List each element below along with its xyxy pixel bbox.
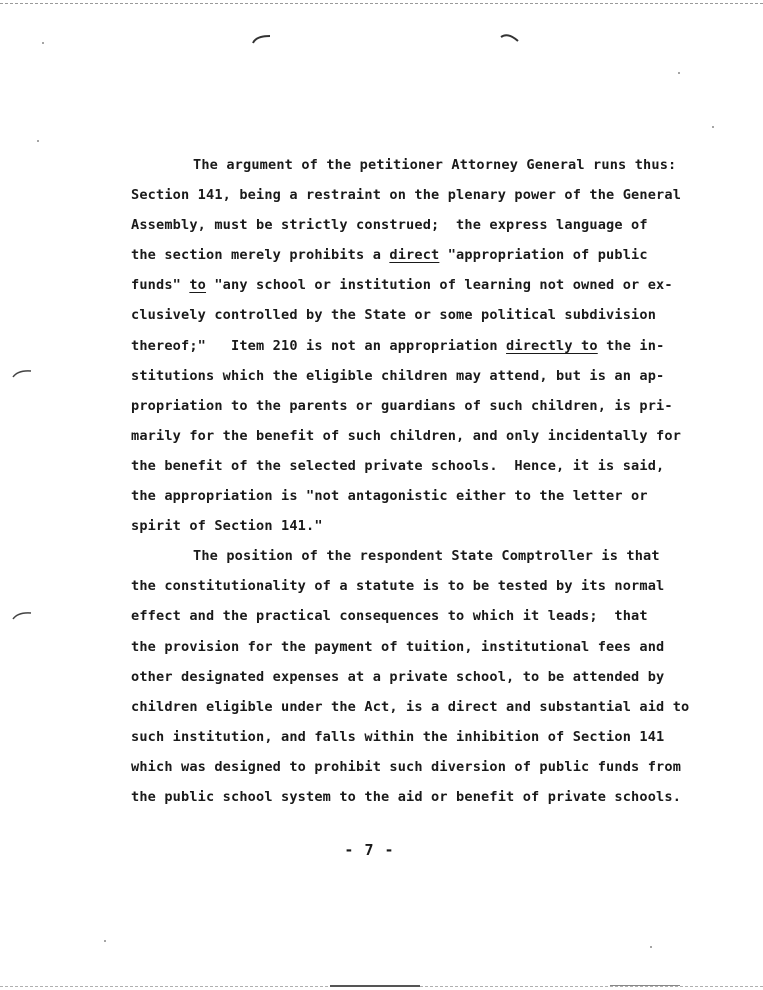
scan-speck-icon [678, 72, 680, 74]
underlined-text: direct [389, 247, 440, 264]
text-line: marily for the benefit of such children, and only incidentally for [131, 427, 682, 444]
scan-speck-icon [712, 126, 714, 128]
text-line: stitutions which the eligible children may attend, but is an ap- [131, 367, 665, 384]
top-perforation [0, 3, 763, 4]
text-line: propriation to the parents or guardians of such children, is pri- [131, 397, 673, 414]
text-line: thereof;" Item 210 is not an appropriation directly to the in- [131, 337, 665, 354]
text-line: Assembly, must be strictly construed; the express language of [131, 217, 648, 234]
text-line: such institution, and falls within the inhibition of Section 141 [131, 728, 665, 745]
punch-hole-mark-icon [12, 368, 32, 378]
text-line: children eligible under the Act, is a direct and substantial aid to [131, 698, 690, 715]
text-line: the constitutionality of a statute is to be tested by its normal [131, 578, 665, 595]
underlined-text: to [189, 277, 207, 294]
scan-mark-icon [252, 34, 272, 44]
paragraph [131, 541, 751, 812]
text-line: which was designed to prohibit such diversion of public funds from [131, 758, 682, 775]
underlined-text: directly to [506, 337, 598, 354]
text-line: the provision for the payment of tuition, institutional fees and [131, 638, 665, 655]
text-line: effect and the practical consequences to which it leads; that [131, 608, 648, 625]
text-line: funds" to "any school or institution of learning not owned or ex- [131, 277, 673, 294]
bottom-edge-mark [330, 985, 420, 987]
page-number: - 7 - [344, 841, 395, 859]
paragraph [131, 150, 751, 541]
bottom-edge-mark [610, 985, 680, 986]
text-line: the section merely prohibits a direct "appropriation of public [131, 247, 648, 264]
scan-speck-icon [104, 940, 106, 942]
text-line: spirit of Section 141." [131, 518, 323, 535]
text-line: the benefit of the selected private schools. Hence, it is said, [131, 457, 665, 474]
text-line: clusively controlled by the State or some political subdivision [131, 307, 657, 324]
scan-mark-icon [500, 32, 520, 42]
scan-speck-icon [42, 42, 44, 44]
scan-speck-icon [650, 946, 652, 948]
body-text [131, 150, 751, 812]
text-line: The argument of the petitioner Attorney General runs thus: [193, 157, 677, 173]
text-line: The position of the respondent State Comptroller is that [193, 548, 660, 565]
scan-speck-icon [37, 140, 39, 142]
text-line: the public school system to the aid or benefit of private schools. [131, 788, 682, 805]
text-line: the appropriation is "not antagonistic either to the letter or [131, 488, 648, 505]
text-line: other designated expenses at a private school, to be attended by [131, 668, 665, 685]
punch-hole-mark-icon [12, 610, 32, 620]
text-line: Section 141, being a restraint on the plenary power of the General [131, 187, 682, 204]
